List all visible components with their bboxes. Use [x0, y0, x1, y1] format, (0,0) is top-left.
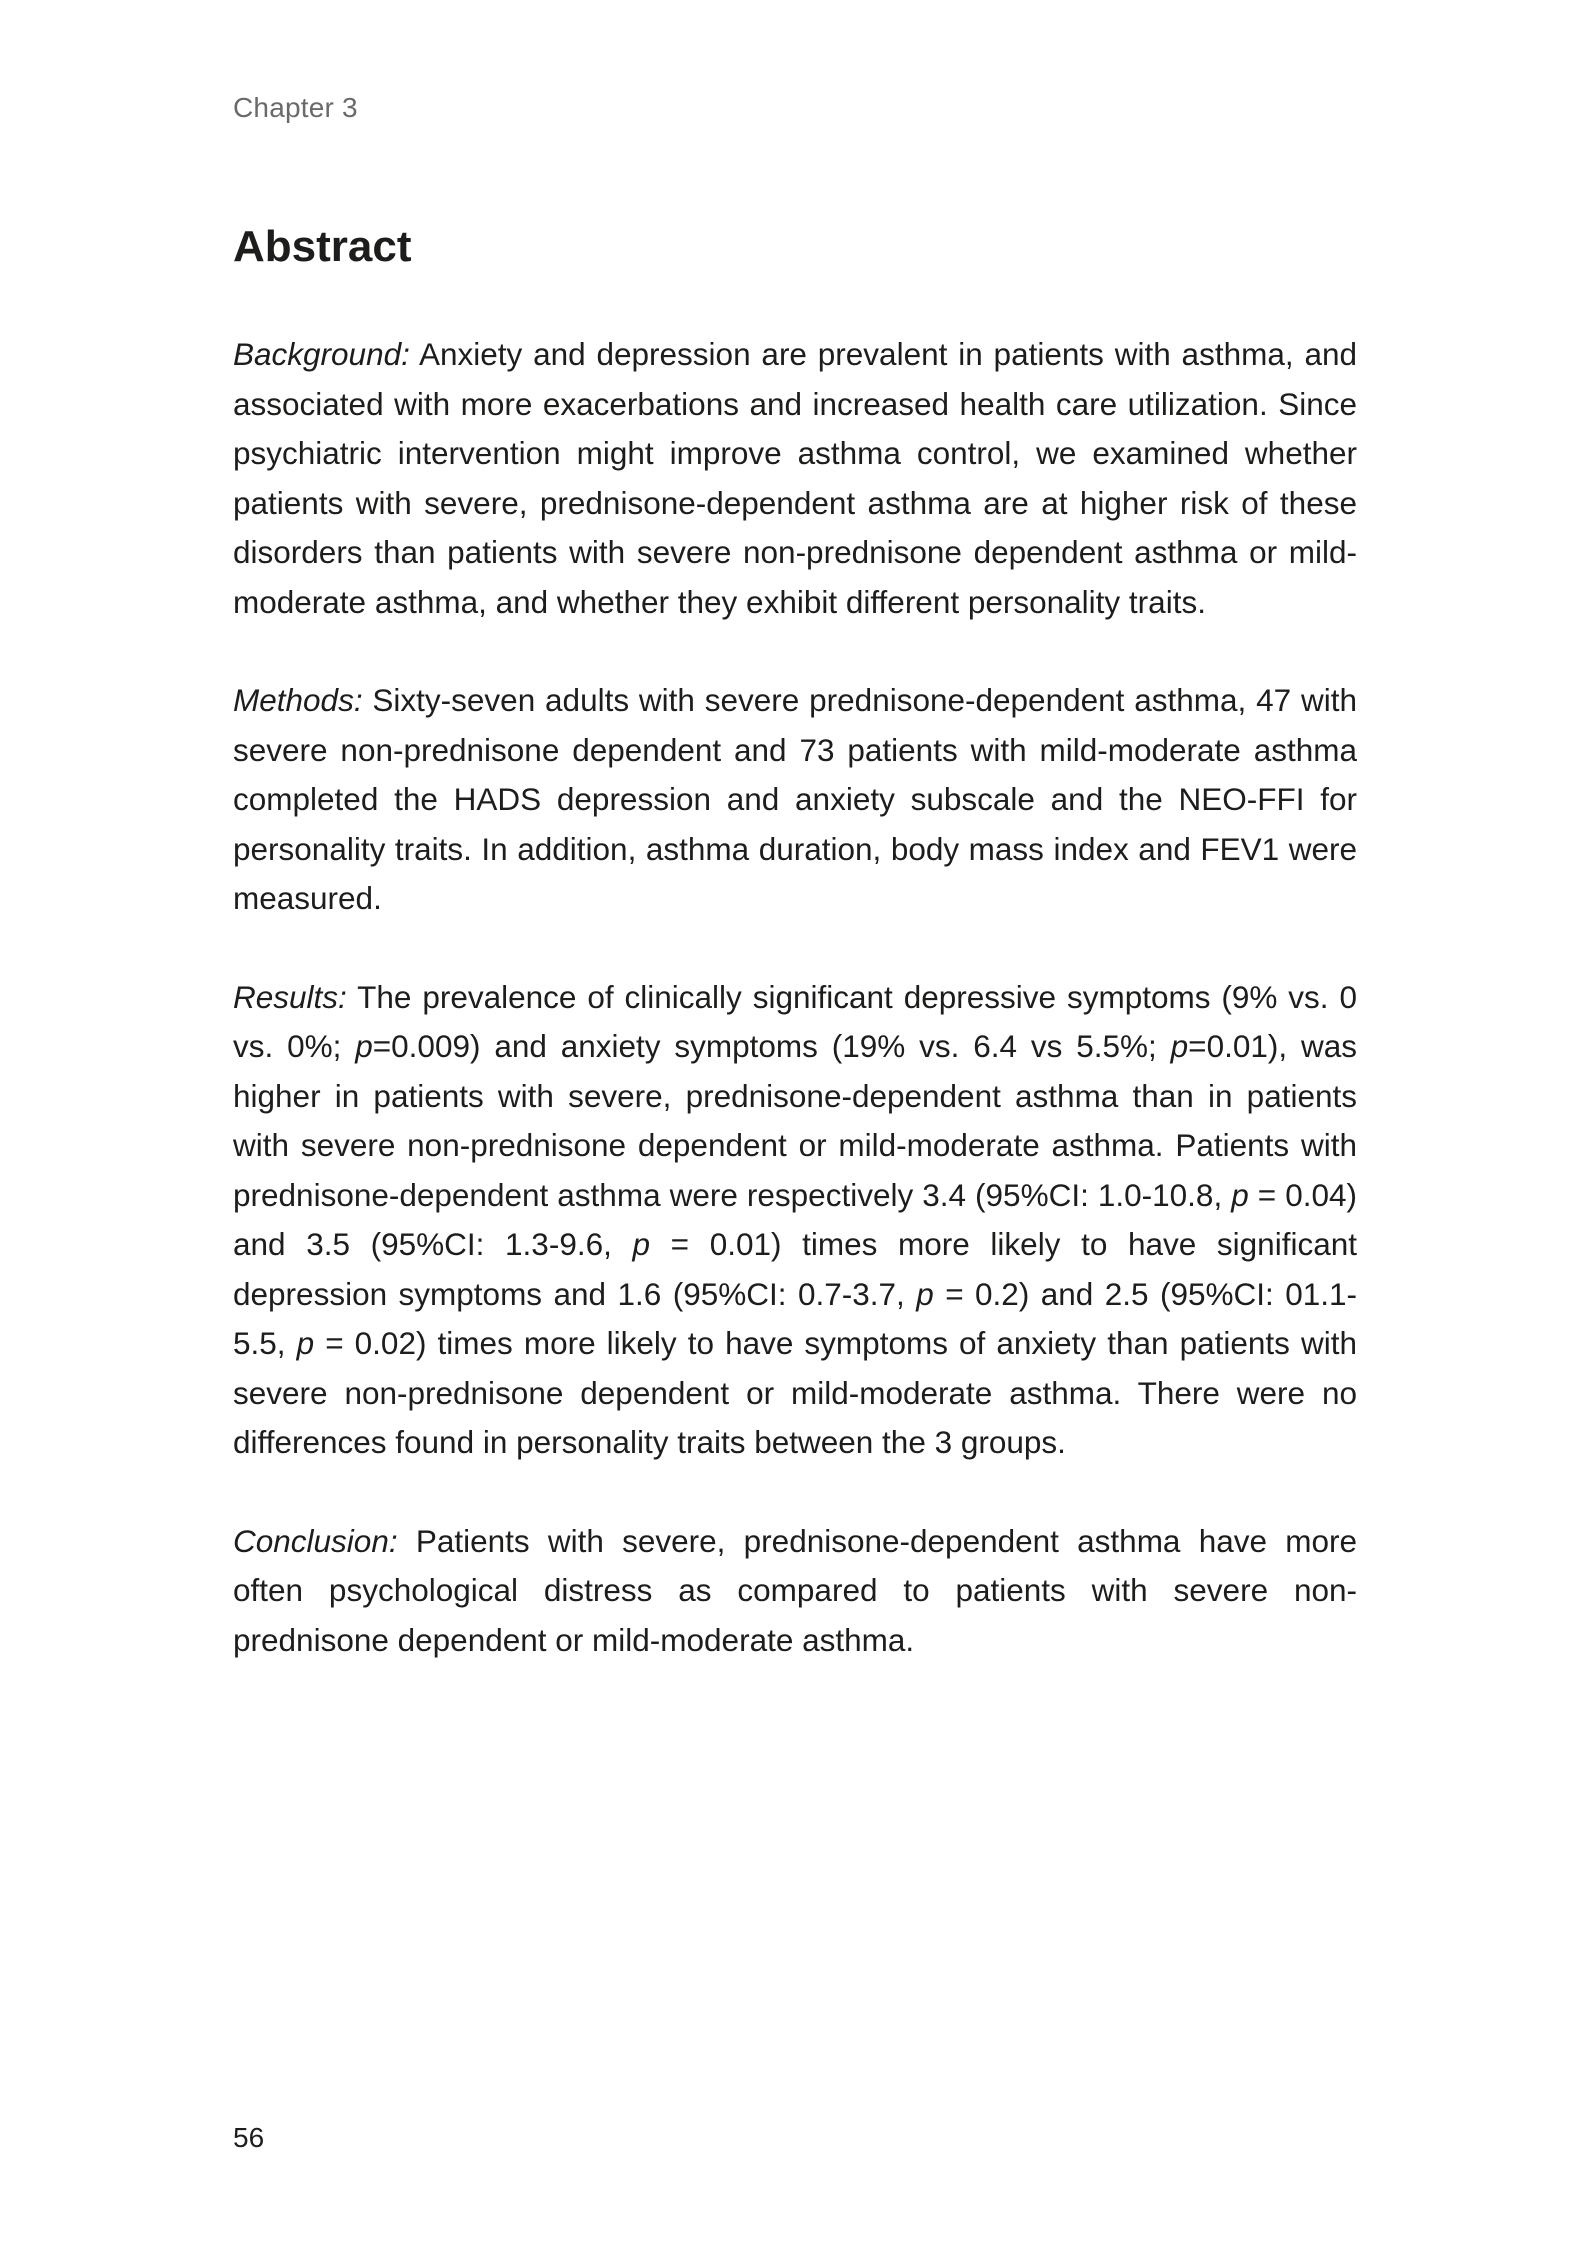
- p-value-symbol: p: [1231, 1176, 1249, 1213]
- results-label: Results:: [233, 978, 347, 1015]
- running-header: Chapter 3: [233, 92, 358, 123]
- results-text-3: =0.01), was higher in patients with severe, prednisone-dependent asthma than in patients with severe non-prednisone dependent or mild-moderate asthma. Patients with prednisone-dependent asthma were respectively 3.4 (95%CI: 1.0-10.8,: [233, 1028, 1357, 1213]
- results-text-1: The prevalence of clinically significant depressive symptoms (9% vs. 0 vs. 0%;: [233, 978, 1357, 1064]
- conclusion-text: Patients with severe, prednisone-dependent asthma have more often psychological distress as compared to patients with severe non-prednisone dependent or mild-moderate asthma.: [233, 1522, 1357, 1658]
- results-text-5: = 0.01) times more likely to have significant depression symptoms and 1.6 (95%CI: 0.7-3.7,: [233, 1226, 1357, 1312]
- results-text-4: = 0.04) and 3.5 (95%CI: 1.3-9.6,: [233, 1176, 1358, 1262]
- p-value-symbol: p: [1170, 1028, 1189, 1064]
- results-paragraph: [233, 973, 1357, 1468]
- abstract-body: [233, 330, 1357, 1714]
- background-text: Anxiety and depression are prevalent in patients with asthma, and associated with more exacerbations and increased health care utilization. Since psychiatric intervention might improve asthma control, we examined whether patients with severe, prednisone-dependent asthma are at higher risk of these disorders than patients with severe non-prednisone dependent asthma or mild-moderate asthma, and whether they exhibit different personality traits.: [233, 336, 1357, 620]
- background-label: Background:: [233, 336, 410, 372]
- p-value-symbol: p: [355, 1028, 373, 1064]
- methods-label: Methods:: [233, 682, 363, 718]
- methods-paragraph: [233, 676, 1357, 924]
- results-text-6: = 0.2) and 2.5 (95%CI: 01.1-5.5,: [233, 1275, 1357, 1361]
- results-text-2: =0.009) and anxiety symptoms (19% vs. 6.4 vs 5.5%;: [372, 1028, 1171, 1064]
- p-value-symbol: p: [916, 1275, 934, 1312]
- section-heading: Abstract: [233, 222, 412, 271]
- p-value-symbol: p: [296, 1325, 315, 1361]
- results-text-7: = 0.02) times more likely to have symptoms of anxiety than patients with severe non-prednisone dependent or mild-moderate asthma. There were no differences found in personality traits between the 3 groups.: [233, 1325, 1357, 1460]
- background-paragraph: [233, 330, 1357, 627]
- page-number: 56: [233, 2122, 265, 2153]
- methods-text: Sixty-seven adults with severe prednisone-dependent asthma, 47 with severe non-prednisone dependent and 73 patients with mild-moderate asthma completed the HADS depression and anxiety subscale and the NEO-FFI for personality traits. In addition, asthma duration, body mass index and FEV1 were measured.: [233, 682, 1357, 916]
- conclusion-label: Conclusion:: [233, 1522, 398, 1559]
- p-value-symbol: p: [632, 1226, 651, 1262]
- conclusion-paragraph: [233, 1517, 1357, 1666]
